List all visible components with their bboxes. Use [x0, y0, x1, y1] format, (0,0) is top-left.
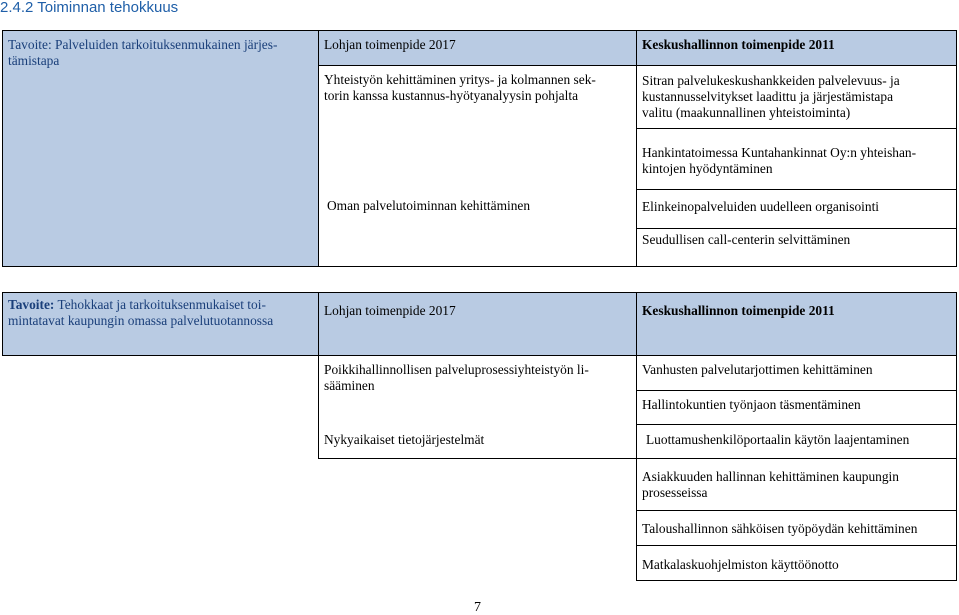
section-heading: 2.4.2 Toiminnan tehokkuus	[0, 0, 179, 16]
table2-goal-text: Tehokkaat ja tarkoituksenmukaiset toi- mintatavat kaupungin omassa palvelutuotannossa	[8, 297, 274, 328]
table1-col2-header: Lohjan toimenpide 2017	[324, 37, 456, 52]
table2-keskus-item-6: Matkalaskuohjelmiston käyttöönotto	[642, 557, 839, 572]
table2-col2-header: Lohjan toimenpide 2017	[324, 303, 456, 318]
table2-col3-header: Keskushallinnon toimenpide 2011	[642, 303, 835, 318]
table1-keskus-item-4: Seudullisen call-centerin selvittäminen	[642, 232, 851, 247]
table2-goal	[8, 297, 313, 329]
table2-lohja-item-1: Poikkihallinnollisen palveluprosessiyhteistyön li- sääminen	[324, 362, 589, 393]
table1-goal-label: Tavoite:	[8, 37, 52, 52]
table2-keskus-item-1: Vanhusten palvelutarjottimen kehittäminen	[642, 362, 873, 377]
table1-col3-header: Keskushallinnon toimenpide 2011	[642, 37, 835, 52]
table1-lohja-item-1: Yhteistyön kehittäminen yritys- ja kolmannen sek- torin kanssa kustannus-hyötyanalyysin pohjalta	[324, 72, 596, 103]
table2-keskus-item-3: Luottamushenkilöportaalin käytön laajentaminen	[646, 432, 910, 447]
table2-col3-header-cell	[636, 292, 957, 356]
table1-keskus-item-1: Sitran palvelukeskushankkeiden palvelevuus- ja kustannusselvitykset laadittu ja järjestämistapa valitu (maakunnallinen yhteistoiminta)	[642, 73, 900, 120]
page-number: 7	[474, 600, 481, 615]
table1-keskus-item-2: Hankintatoimessa Kuntahankinnat Oy:n yhteishan- kintojen hyödyntäminen	[642, 145, 917, 176]
table2-keskus-item-5: Taloushallinnon sähköisen työpöydän kehittäminen	[642, 521, 918, 536]
table2-keskus-item-4: Asiakkuuden hallinnan kehittäminen kaupungin prosesseissa	[642, 469, 899, 500]
table2-col2-header-cell	[318, 292, 637, 356]
table1-lohja-item-2: Oman palvelutoiminnan kehittäminen	[327, 198, 531, 213]
table1-keskus-item-3: Elinkeinopalveluiden uudelleen organisointi	[642, 199, 880, 214]
table2-goal-label: Tavoite:	[8, 297, 55, 312]
table1-goal-text: Palveluiden tarkoituksenmukainen järjes- tämistapa	[8, 37, 278, 68]
table1-goal	[8, 37, 313, 69]
table2-lohja-item-2: Nykyaikaiset tietojärjestelmät	[324, 432, 485, 447]
table2-keskus-item-2: Hallintokuntien työnjaon täsmentäminen	[642, 397, 861, 412]
